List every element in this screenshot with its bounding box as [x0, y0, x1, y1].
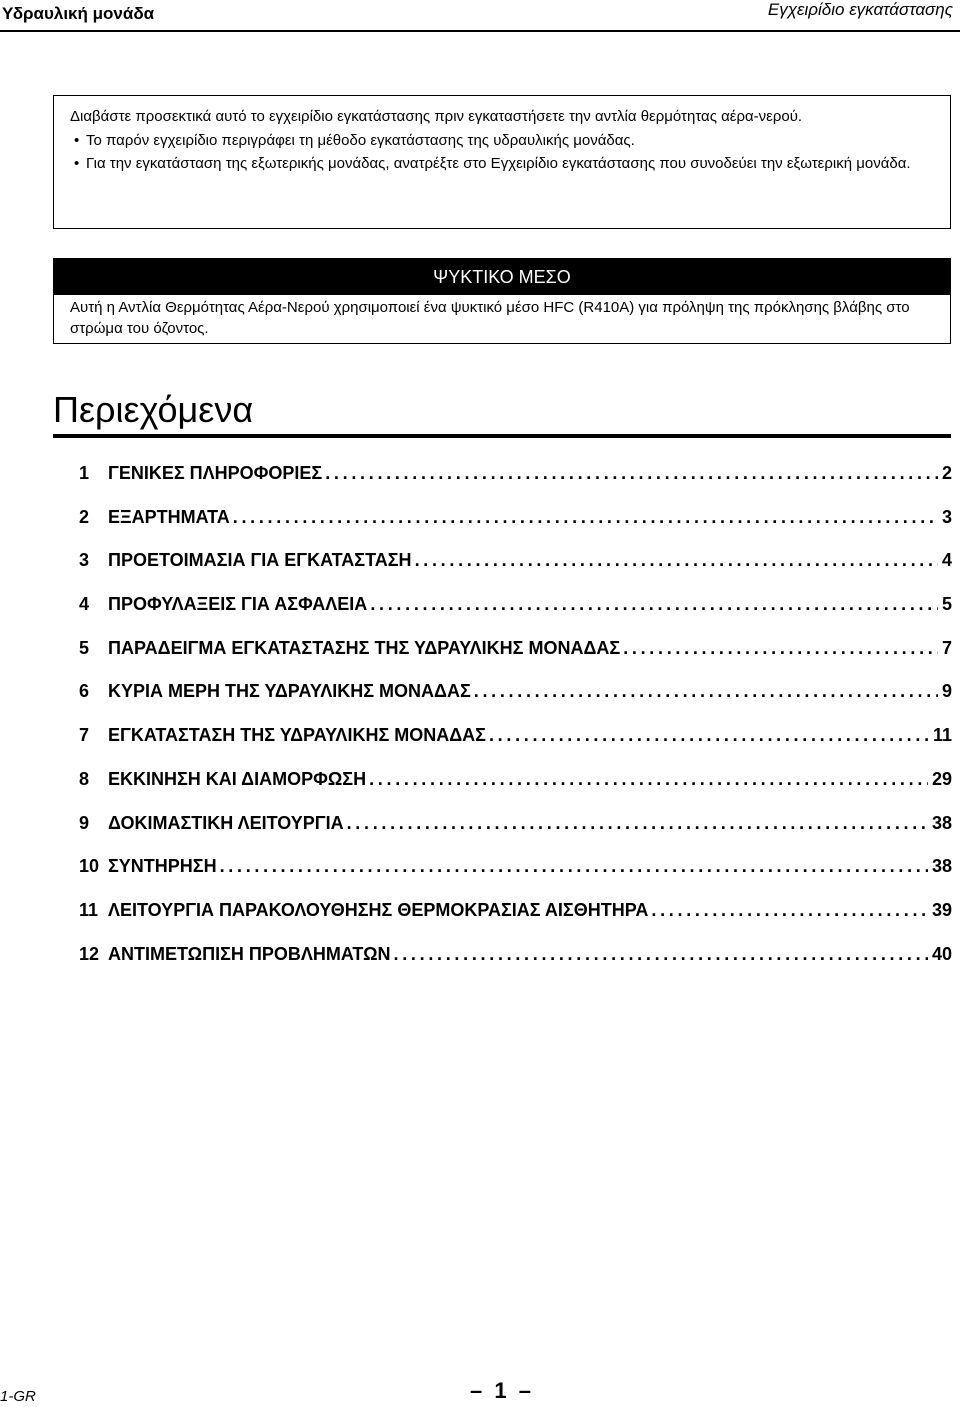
toc-entry-title: ΕΚΚΙΝΗΣΗ ΚΑΙ ΔΙΑΜΟΡΦΩΣΗ — [108, 768, 367, 789]
toc-entry[interactable] — [79, 670, 952, 714]
toc-entry-title: ΚΥΡΙΑ ΜΕΡΗ ΤΗΣ ΥΔΡΑΥΛΙΚΗΣ ΜΟΝΑΔΑΣ — [108, 681, 471, 702]
toc-entry[interactable] — [79, 758, 952, 802]
toc-entry-number: 7 — [79, 725, 90, 746]
toc-entry-title: ΑΝΤΙΜΕΤΩΠΙΣΗ ΠΡΟΒΛΗΜΑΤΩΝ — [108, 943, 391, 964]
toc-entry-number: 10 — [79, 856, 100, 877]
toc-leader-dots — [394, 933, 928, 977]
toc-entry-page: 38 — [931, 856, 952, 877]
toc-entry-page: 2 — [941, 463, 952, 483]
toc-entry-title: ΠΡΟΦΥΛΑΞΕΙΣ ΓΙΑ ΑΣΦΑΛΕΙΑ — [108, 594, 368, 615]
refrigerant-text: Αυτή η Αντλία Θερμότητας Αέρα-Νερού χρησιμοποιεί ένα ψυκτικό μέσο HFC (R410A) για πρόληψη της πρόκλησης βλάβης στο στρώμα του όζοντος. — [70, 299, 910, 337]
toc-entry-page: 9 — [941, 681, 952, 702]
toc-heading-rule — [53, 434, 951, 438]
toc-leader-dots — [489, 714, 929, 758]
toc-entry[interactable] — [79, 933, 952, 977]
toc-entry-title: ΔΟΚΙΜΑΣΤΙΚΗ ΛΕΙΤΟΥΡΓΙΑ — [108, 812, 344, 833]
toc-entry-number: 11 — [79, 899, 99, 920]
toc-entry[interactable] — [79, 889, 952, 933]
toc-entry-number: 8 — [79, 768, 90, 789]
toc-entry[interactable] — [79, 714, 952, 758]
toc-entry-page: 39 — [931, 899, 952, 920]
toc-entry[interactable] — [79, 539, 952, 583]
footer-page-number: – 1 – — [470, 1378, 534, 1403]
toc-leader-dots — [220, 845, 928, 889]
toc-leader-dots — [651, 889, 928, 933]
toc-entry[interactable] — [79, 802, 952, 846]
toc-leader-dots — [325, 452, 938, 496]
toc-entry-title: ΕΓΚΑΤΑΣΤΑΣΗ ΤΗΣ ΥΔΡΑΥΛΙΚΗΣ ΜΟΝΑΔΑΣ — [108, 725, 486, 746]
toc-leader-dots — [370, 583, 938, 627]
toc-entry-title: ΕΞΑΡΤΗΜΑΤΑ — [108, 506, 230, 527]
toc-entry-number: 4 — [79, 594, 90, 615]
toc-entry-page: 3 — [941, 506, 952, 527]
toc-entry-number: 2 — [79, 506, 90, 527]
toc-entry[interactable] — [79, 627, 952, 671]
toc-entry[interactable] — [79, 452, 952, 496]
notice-bullet: • Για την εγκατάσταση της εξωτερικής μονάδας, ανατρέξτε στο Εγχειρίδιο εγκατάστασης που συνοδεύει την εξωτερική μονάδα. — [70, 152, 934, 176]
toc-leader-dots — [233, 496, 938, 540]
toc-entry-title: ΛΕΙΤΟΥΡΓΙΑ ΠΑΡΑΚΟΛΟΥΘΗΣΗΣ ΘΕΡΜΟΚΡΑΣΙΑΣ ΑΙΣΘΗΤΗΡΑ — [108, 899, 649, 920]
notice-box — [53, 95, 951, 229]
toc-heading: Περιεχόμενα — [53, 389, 254, 430]
header-document-title: Εγχειρίδιο εγκατάστασης — [767, 0, 953, 19]
toc-entry[interactable] — [79, 496, 952, 540]
toc-entry-title: ΣΥΝΤΗΡΗΣΗ — [108, 856, 217, 877]
toc-entry[interactable] — [79, 845, 952, 889]
notice-bullets — [70, 129, 934, 176]
toc-entry-number: 6 — [79, 681, 90, 702]
toc-entry-title: ΓΕΝΙΚΕΣ ΠΛΗΡΟΦΟΡΙΕΣ — [108, 463, 323, 483]
header-section-title: Υδραυλική μονάδα — [2, 4, 155, 23]
toc-entry-page: 7 — [941, 637, 952, 658]
toc-entry-page: 29 — [931, 768, 952, 789]
toc-entry-page: 40 — [931, 943, 952, 964]
refrigerant-box — [53, 258, 951, 344]
toc-entry-number: 12 — [79, 943, 100, 964]
toc-leader-dots — [369, 758, 928, 802]
table-of-contents — [79, 452, 952, 976]
footer-page-code: 1-GR — [0, 1388, 36, 1405]
toc-leader-dots — [347, 802, 928, 846]
toc-entry-page: 38 — [931, 812, 952, 833]
toc-entry-number: 1 — [79, 463, 90, 483]
toc-entry-title: ΠΑΡΑΔΕΙΓΜΑ ΕΓΚΑΤΑΣΤΑΣΗΣ ΤΗΣ ΥΔΡΑΥΛΙΚΗΣ ΜΟΝΑΔΑΣ — [108, 637, 621, 658]
toc-entry-number: 5 — [79, 637, 90, 658]
notice-bullet: • Το παρόν εγχειρίδιο περιγράφει τη μέθοδο εγκατάστασης της υδραυλικής μονάδας. — [70, 129, 934, 153]
toc-leader-dots — [474, 670, 938, 714]
toc-leader-dots — [623, 627, 938, 671]
toc-entry-number: 9 — [79, 812, 90, 833]
toc-entry-page: 4 — [941, 550, 952, 571]
header-divider — [0, 30, 960, 32]
toc-entry-page: 11 — [932, 725, 952, 746]
refrigerant-title: ΨΥΚΤΙΚΟ ΜΕΣΟ — [54, 259, 950, 295]
notice-intro: Διαβάστε προσεκτικά αυτό το εγχειρίδιο εγκατάστασης πριν εγκαταστήσετε την αντλία θερμότητας αέρα-νερού. — [70, 108, 803, 125]
toc-leader-dots — [415, 539, 938, 583]
toc-entry[interactable] — [79, 583, 952, 627]
toc-entry-number: 3 — [79, 550, 90, 571]
toc-entry-page: 5 — [941, 594, 952, 615]
toc-entry-title: ΠΡΟΕΤΟΙΜΑΣΙΑ ΓΙΑ ΕΓΚΑΤΑΣΤΑΣΗ — [108, 550, 412, 571]
